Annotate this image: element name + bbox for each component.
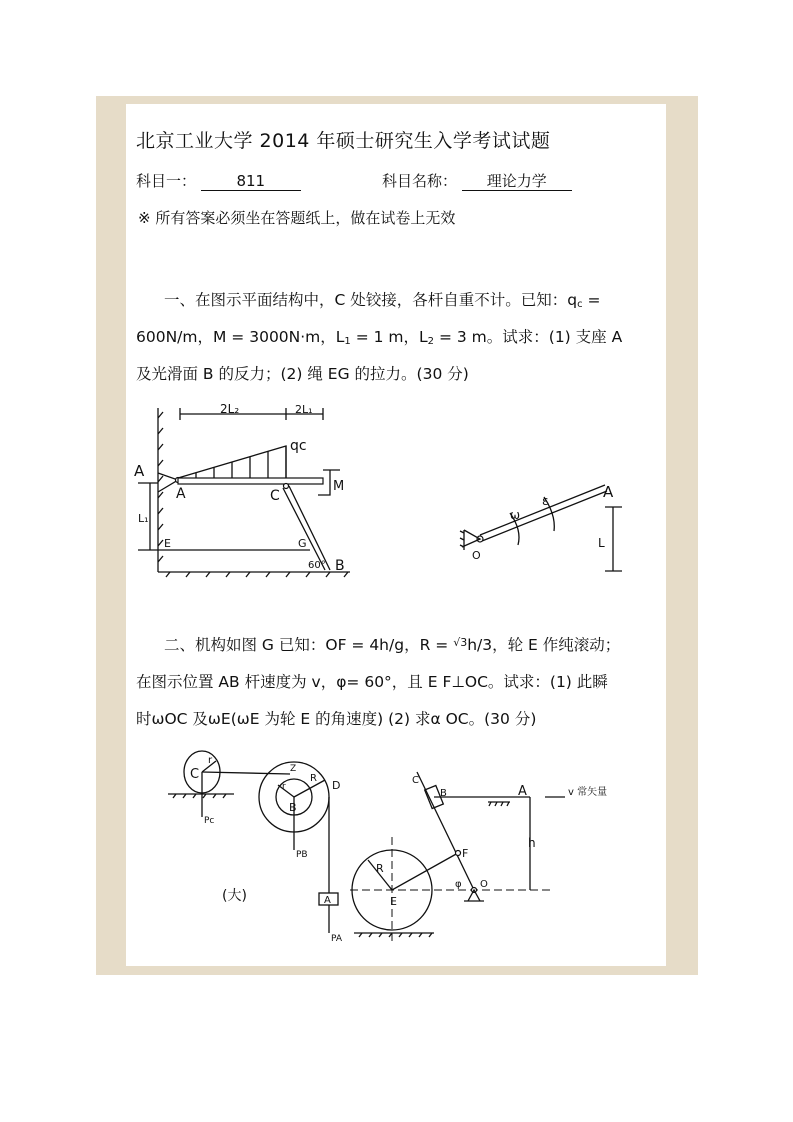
label-h: h <box>528 836 536 850</box>
label-c: C <box>270 488 280 504</box>
q2-line2: 在图示位置 AB 杆速度为 v，φ= 60°，且 E F⊥OC。试求：(1) 此瞬 <box>136 673 608 691</box>
bar-cb <box>283 486 330 570</box>
figure-pulley-system <box>150 745 350 945</box>
label-r-big: R <box>310 773 317 784</box>
label-pc: Pc <box>204 816 215 826</box>
label-r-small: r <box>282 782 286 792</box>
subject-name-label: 科目名称： <box>382 172 458 190</box>
label-omega: ω <box>510 508 521 522</box>
q1-line2: 600N/m，M = 3000N·m，$L_1 = 1$ m，$L_2 = 3$ m。试求：(1) 支座 A <box>136 328 623 347</box>
label-e: E <box>164 537 171 550</box>
wall-hatch <box>158 412 163 562</box>
figure-caption: (大) <box>222 888 247 904</box>
label-pa: PA <box>331 934 343 944</box>
label-epsilon: ε <box>542 494 549 508</box>
pivot-support <box>460 530 480 550</box>
label-pb: PB <box>296 850 308 860</box>
ground-hatch <box>166 572 348 577</box>
subject-code-row <box>136 170 301 191</box>
subject-name-row <box>382 170 572 191</box>
label-d: D <box>332 779 341 792</box>
label-r-c: r <box>208 755 213 766</box>
label-velocity: v 常矢量 <box>568 787 608 798</box>
load-arrows <box>196 446 286 478</box>
beam-ac <box>178 478 323 484</box>
q2-line3: 时ωOC 及ωE(ωE 为轮 E 的角速度) (2) 求α OC。(30 分) <box>136 710 537 728</box>
subject-name: 理论力学 <box>462 173 572 191</box>
label-a2: A <box>603 483 614 501</box>
label-g: G <box>298 537 307 550</box>
answer-notice: ※ 所有答案必须坐在答题纸上，做在试卷上无效 <box>138 209 456 227</box>
label-a: A <box>176 486 186 502</box>
figure-frame-structure <box>130 400 360 585</box>
q2-line1: 二、机构如图 G 已知：OF = 4h/g，R = $^{√3}$h/3，轮 E 作纯滚动； <box>164 636 621 654</box>
label-e: E <box>390 895 397 908</box>
label-m: M <box>333 479 345 494</box>
subject-code-label: 科目一： <box>136 172 197 190</box>
rod-ef <box>392 853 458 890</box>
figure-rotating-rod <box>450 475 630 580</box>
support-a <box>158 473 178 492</box>
label-a-outer: A <box>134 462 145 480</box>
label-phi: φ <box>455 879 462 890</box>
label-o: O <box>480 879 488 890</box>
rope-cz <box>202 772 290 774</box>
label-c: C <box>412 775 419 786</box>
label-l1: L₁ <box>138 512 149 525</box>
dim-2l2: 2L₂ <box>220 402 240 416</box>
label-f: F <box>462 847 469 860</box>
label-r: R <box>376 862 384 875</box>
label-c: C <box>190 767 200 782</box>
label-o: O <box>472 549 481 562</box>
q1-line3: 及光滑面 B 的反力；(2) 绳 EG 的拉力。(30 分) <box>136 365 469 383</box>
label-a: A <box>324 895 331 906</box>
exam-title: 北京工业大学 2014 年硕士研究生入学考试试题 <box>136 130 551 152</box>
label-b: B <box>335 558 345 574</box>
label-60: 60° <box>308 560 326 571</box>
label-l: L <box>598 536 605 550</box>
q1-line1: 一、在图示平面结构中，C 处铰接，各杆自重不计。已知：$q_c$ = <box>164 291 601 310</box>
subject-code: 811 <box>201 173 301 191</box>
joint-f <box>456 851 461 856</box>
label-b: B <box>440 788 447 799</box>
label-qc: qc <box>290 438 307 454</box>
figure-mechanism <box>350 765 650 955</box>
label-a: A <box>518 784 527 799</box>
dim-2l1: 2L₁ <box>295 403 313 416</box>
label-b: B <box>289 801 297 814</box>
label-z: Z <box>290 764 297 774</box>
